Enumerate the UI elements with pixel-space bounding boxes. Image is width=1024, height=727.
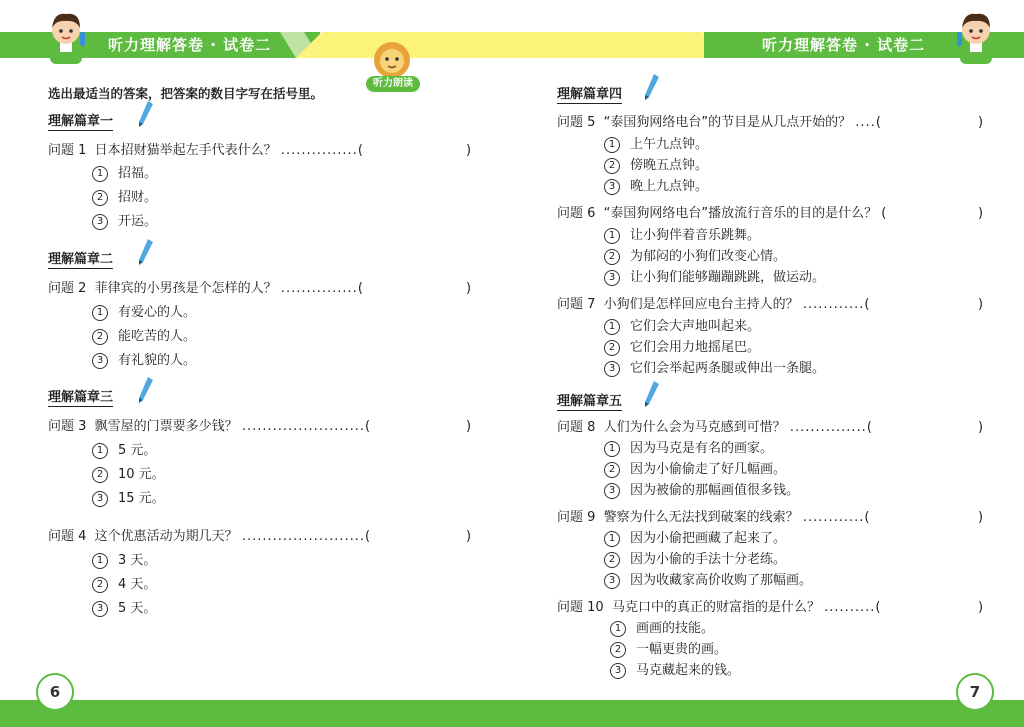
- answer-blank-2[interactable]: ): [466, 281, 472, 296]
- option: 2 10 元。: [92, 467, 165, 483]
- option: 3 马克藏起来的钱。: [610, 663, 740, 679]
- question-8: 问题 8 人们为什么会为马克感到可惜？ ...............(: [557, 420, 873, 435]
- option: 3 15 元。: [92, 491, 165, 507]
- section-title: 理解篇章四: [557, 87, 623, 102]
- section-title: 理解篇章一: [48, 114, 114, 129]
- page-number-right: 7: [956, 673, 994, 711]
- option: 3 让小狗们能够蹦蹦跳跳，做运动。: [604, 270, 825, 286]
- pen-icon: [642, 73, 660, 101]
- listening-badge: 听力朗读: [366, 76, 420, 92]
- question-9: 问题 9 警察为什么无法找到破案的线索？ ............(: [557, 510, 871, 525]
- option: 2 4 天。: [92, 577, 156, 593]
- option: 2 因为小偷的手法十分老练。: [604, 552, 786, 568]
- option: 1 画画的技能。: [610, 621, 714, 637]
- answer-blank-7[interactable]: ): [978, 297, 984, 312]
- question-10: 问题 10 马克口中的真正的财富指的是什么？ ..........(: [557, 600, 882, 615]
- section-title: 理解篇章三: [48, 390, 114, 405]
- pen-icon: [136, 100, 154, 128]
- option: 3 开运。: [92, 214, 157, 230]
- option: 3 它们会举起两条腿或伸出一条腿。: [604, 361, 825, 377]
- instruction-text: 选出最适当的答案，把答案的数目字写在括号里。: [48, 86, 324, 101]
- header-title-right: 听力理解答卷 · 试卷二: [762, 36, 926, 54]
- student-mascot-icon: [36, 6, 96, 66]
- option: 2 因为小偷偷走了好几幅画。: [604, 462, 786, 478]
- question-7: 问题 7 小狗们是怎样回应电台主持人的？ ............(: [557, 297, 871, 312]
- option: 3 因为被偷的那幅画值很多钱。: [604, 483, 799, 499]
- answer-blank-3[interactable]: ): [466, 419, 472, 434]
- answer-blank-10[interactable]: ): [978, 600, 984, 615]
- page-number-left: 6: [36, 673, 74, 711]
- student-mascot-icon: [946, 6, 1006, 66]
- option: 1 3 天。: [92, 553, 156, 569]
- question-4: 问题 4 这个优惠活动为期几天？ ........................(: [48, 529, 372, 544]
- answer-blank-1[interactable]: ): [466, 143, 472, 158]
- option: 1 让小狗伴着音乐跳舞。: [604, 228, 760, 244]
- option: 2 傍晚五点钟。: [604, 158, 708, 174]
- answer-blank-5[interactable]: ): [978, 115, 984, 130]
- question-2: 问题 2 菲律宾的小男孩是个怎样的人？ ...............(: [48, 281, 364, 296]
- option: 3 有礼貌的人。: [92, 353, 196, 369]
- section-title: 理解篇章二: [48, 252, 114, 267]
- question-3: 问题 3 飘雪屋的门票要多少钱？ ........................(: [48, 419, 372, 434]
- header-band-center: [296, 32, 728, 58]
- option: 3 5 天。: [92, 601, 156, 617]
- option: 2 它们会用力地摇尾巴。: [604, 340, 760, 356]
- option: 1 因为小偷把画藏了起来了。: [604, 531, 786, 547]
- option: 1 上午九点钟。: [604, 137, 708, 153]
- answer-blank-6[interactable]: ): [978, 206, 984, 221]
- option: 2 招财。: [92, 190, 157, 206]
- answer-blank-8[interactable]: ): [978, 420, 984, 435]
- option: 1 招福。: [92, 166, 157, 182]
- option: 1 5 元。: [92, 443, 156, 459]
- option: 2 能吃苦的人。: [92, 329, 196, 345]
- question-1: 问题 1 日本招财猫举起左手代表什么？ ...............(: [48, 143, 364, 158]
- answer-blank-4[interactable]: ): [466, 529, 472, 544]
- answer-blank-9[interactable]: ): [978, 510, 984, 525]
- pen-icon: [136, 238, 154, 266]
- option: 1 因为马克是有名的画家。: [604, 441, 773, 457]
- option: 1 有爱心的人。: [92, 305, 196, 321]
- question-5: 问题 5 “泰国狗网络电台”的节目是从几点开始的？ ....(: [557, 115, 882, 130]
- pen-icon: [136, 376, 154, 404]
- option: 1 它们会大声地叫起来。: [604, 319, 760, 335]
- option: 3 晚上九点钟。: [604, 179, 708, 195]
- header-title-left: 听力理解答卷 · 试卷二: [108, 36, 272, 54]
- option: 2 为郁闷的小狗们改变心情。: [604, 249, 786, 265]
- option: 2 一幅更贵的画。: [610, 642, 727, 658]
- pen-icon: [642, 380, 660, 408]
- question-6: 问题 6 “泰国狗网络电台”播放流行音乐的目的是什么？ (: [557, 206, 888, 221]
- footer-band: [0, 700, 1024, 727]
- option: 3 因为收藏家高价收购了那幅画。: [604, 573, 812, 589]
- section-title: 理解篇章五: [557, 394, 623, 409]
